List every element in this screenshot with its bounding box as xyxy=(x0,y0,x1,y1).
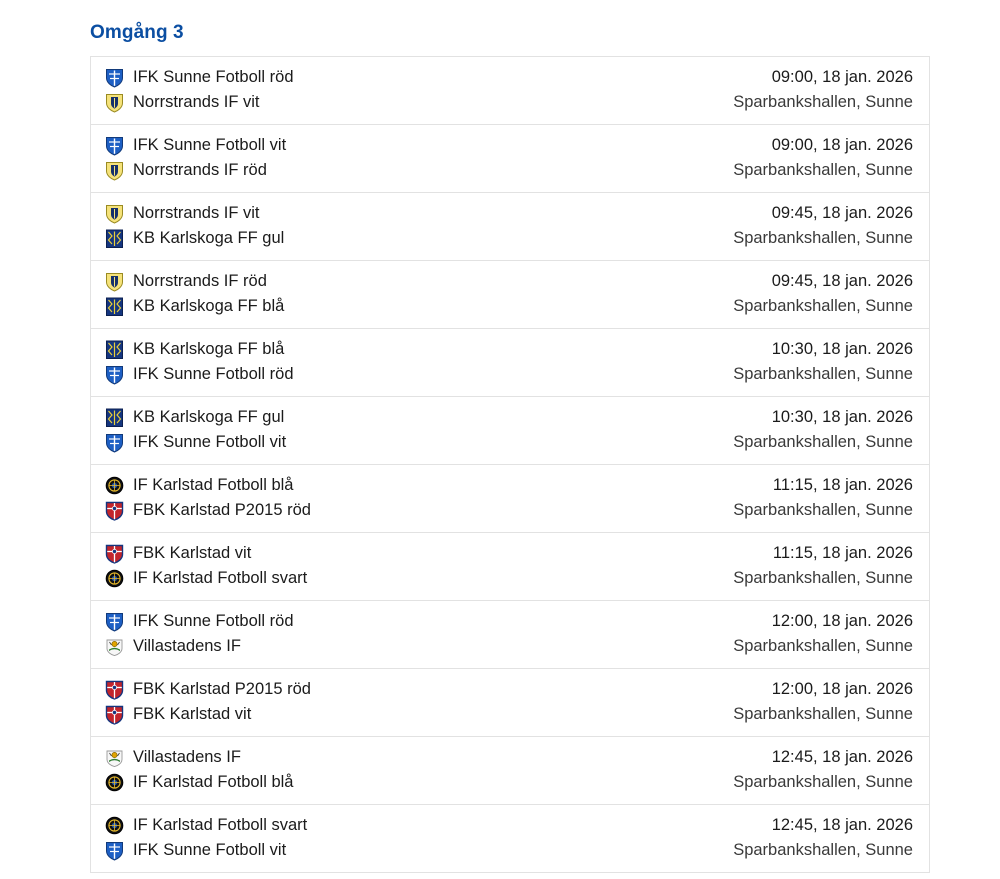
fixture-time: 10:30, 18 jan. 2026 xyxy=(771,408,913,426)
fixture-venue: Sparbankshallen, Sunne xyxy=(733,433,913,451)
fixture-venue: Sparbankshallen, Sunne xyxy=(733,841,913,859)
circle-black-icon xyxy=(105,772,124,793)
fixture-list xyxy=(90,56,930,873)
fixture-venue: Sparbankshallen, Sunne xyxy=(733,297,913,315)
page-title: Omgång 3 xyxy=(90,22,184,43)
fixture-teams xyxy=(105,475,311,521)
away-team-name: Norrstrands IF röd xyxy=(133,161,267,179)
fixture-row[interactable] xyxy=(91,668,929,736)
fixture-venue: Sparbankshallen, Sunne xyxy=(733,161,913,179)
fixture-time: 12:45, 18 jan. 2026 xyxy=(771,816,913,834)
fixture-meta xyxy=(733,407,913,453)
fixture-venue: Sparbankshallen, Sunne xyxy=(733,365,913,383)
fixture-venue: Sparbankshallen, Sunne xyxy=(733,569,913,587)
fixture-meta xyxy=(733,747,913,793)
away-team xyxy=(105,364,294,385)
fixture-time: 09:45, 18 jan. 2026 xyxy=(771,204,913,222)
away-team xyxy=(105,636,294,657)
home-team-name: IF Karlstad Fotboll blå xyxy=(133,476,294,494)
shield-yellow-icon xyxy=(105,160,124,181)
home-team-name: FBK Karlstad P2015 röd xyxy=(133,680,311,698)
shield-blue-yellow-icon xyxy=(105,228,124,249)
away-team-name: IFK Sunne Fotboll vit xyxy=(133,841,287,859)
fixture-row[interactable] xyxy=(91,804,929,872)
fixture-venue: Sparbankshallen, Sunne xyxy=(733,93,913,111)
away-team-name: FBK Karlstad vit xyxy=(133,705,252,723)
fixture-venue: Sparbankshallen, Sunne xyxy=(733,637,913,655)
fixture-meta xyxy=(733,475,913,521)
home-team xyxy=(105,67,294,88)
away-team xyxy=(105,840,307,861)
fixture-time: 12:00, 18 jan. 2026 xyxy=(771,612,913,630)
away-team-name: IF Karlstad Fotboll blå xyxy=(133,773,294,791)
away-team xyxy=(105,500,311,521)
shield-blue-white-icon xyxy=(105,364,124,385)
fixture-venue: Sparbankshallen, Sunne xyxy=(733,501,913,519)
fixture-teams xyxy=(105,339,294,385)
shield-red-icon xyxy=(105,679,124,700)
fixture-row[interactable] xyxy=(91,736,929,804)
fixture-meta xyxy=(733,679,913,725)
away-team xyxy=(105,296,284,317)
fixture-teams xyxy=(105,135,286,181)
away-team-name: Villastadens IF xyxy=(133,637,241,655)
shield-red-icon xyxy=(105,704,124,725)
away-team xyxy=(105,92,294,113)
away-team-name: KB Karlskoga FF blå xyxy=(133,297,285,315)
shield-yellow-icon xyxy=(105,92,124,113)
fixture-meta xyxy=(733,611,913,657)
away-team xyxy=(105,432,286,453)
fixture-row[interactable] xyxy=(91,328,929,396)
shield-blue-white-icon xyxy=(105,611,124,632)
shield-blue-white-icon xyxy=(105,432,124,453)
fixture-row[interactable] xyxy=(91,464,929,532)
shield-blue-yellow-icon xyxy=(105,296,124,317)
fixture-row[interactable] xyxy=(91,124,929,192)
home-team xyxy=(105,815,307,836)
home-team-name: IFK Sunne Fotboll röd xyxy=(133,68,294,86)
away-team xyxy=(105,160,286,181)
fixture-teams xyxy=(105,611,294,657)
away-team-name: IFK Sunne Fotboll vit xyxy=(133,433,287,451)
home-team-name: Norrstrands IF vit xyxy=(133,204,260,222)
home-team xyxy=(105,611,294,632)
shield-yellow-icon xyxy=(105,203,124,224)
shield-blue-white-icon xyxy=(105,135,124,156)
home-team-name: KB Karlskoga FF gul xyxy=(133,408,285,426)
fixture-time: 11:15, 18 jan. 2026 xyxy=(772,476,913,494)
fixture-teams xyxy=(105,67,294,113)
fixture-time: 12:00, 18 jan. 2026 xyxy=(771,680,913,698)
home-team xyxy=(105,203,284,224)
home-team-name: Norrstrands IF röd xyxy=(133,272,267,290)
fixture-time: 10:30, 18 jan. 2026 xyxy=(771,340,913,358)
away-team xyxy=(105,568,307,589)
fixture-teams xyxy=(105,747,294,793)
fixture-time: 12:45, 18 jan. 2026 xyxy=(771,748,913,766)
circle-black-icon xyxy=(105,568,124,589)
shield-red-icon xyxy=(105,543,124,564)
fixture-meta xyxy=(733,815,913,861)
home-team xyxy=(105,543,307,564)
shield-red-icon xyxy=(105,500,124,521)
away-team-name: IFK Sunne Fotboll röd xyxy=(133,365,294,383)
fixture-row[interactable] xyxy=(91,600,929,668)
away-team xyxy=(105,228,284,249)
shield-blue-white-icon xyxy=(105,67,124,88)
fixture-teams xyxy=(105,203,284,249)
home-team xyxy=(105,475,311,496)
away-team-name: KB Karlskoga FF gul xyxy=(133,229,285,247)
home-team xyxy=(105,407,286,428)
home-team-name: FBK Karlstad vit xyxy=(133,544,252,562)
fixture-teams xyxy=(105,407,286,453)
circle-black-icon xyxy=(105,475,124,496)
fixture-row[interactable] xyxy=(91,260,929,328)
home-team xyxy=(105,679,311,700)
fixture-row[interactable] xyxy=(91,192,929,260)
home-team xyxy=(105,339,294,360)
fixture-row[interactable] xyxy=(91,56,929,124)
fixture-meta xyxy=(733,203,913,249)
fixture-meta xyxy=(733,135,913,181)
away-team-name: IF Karlstad Fotboll svart xyxy=(133,569,308,587)
away-team xyxy=(105,704,311,725)
fixture-venue: Sparbankshallen, Sunne xyxy=(733,773,913,791)
home-team xyxy=(105,135,286,156)
fixture-meta xyxy=(733,271,913,317)
shield-blue-yellow-icon xyxy=(105,339,124,360)
home-team xyxy=(105,271,284,292)
home-team-name: IFK Sunne Fotboll vit xyxy=(133,136,287,154)
circle-black-icon xyxy=(105,815,124,836)
away-team-name: FBK Karlstad P2015 röd xyxy=(133,501,311,519)
home-team-name: IF Karlstad Fotboll svart xyxy=(133,816,308,834)
fixture-time: 09:00, 18 jan. 2026 xyxy=(771,136,913,154)
shield-yellow-icon xyxy=(105,271,124,292)
shield-blue-yellow-icon xyxy=(105,407,124,428)
fixture-teams xyxy=(105,815,307,861)
away-team-name: Norrstrands IF vit xyxy=(133,93,260,111)
fixture-teams xyxy=(105,543,307,589)
fixture-time: 11:15, 18 jan. 2026 xyxy=(772,544,913,562)
fixture-time: 09:45, 18 jan. 2026 xyxy=(771,272,913,290)
fixture-venue: Sparbankshallen, Sunne xyxy=(733,705,913,723)
home-team-name: Villastadens IF xyxy=(133,748,241,766)
home-team-name: IFK Sunne Fotboll röd xyxy=(133,612,294,630)
fixture-teams xyxy=(105,679,311,725)
home-team-name: KB Karlskoga FF blå xyxy=(133,340,285,358)
crest-white-green-icon xyxy=(105,747,124,768)
fixture-teams xyxy=(105,271,284,317)
fixture-meta xyxy=(733,543,913,589)
fixture-time: 09:00, 18 jan. 2026 xyxy=(771,68,913,86)
away-team xyxy=(105,772,294,793)
home-team xyxy=(105,747,294,768)
crest-white-green-icon xyxy=(105,636,124,657)
fixture-row[interactable] xyxy=(91,532,929,600)
fixture-venue: Sparbankshallen, Sunne xyxy=(733,229,913,247)
fixture-meta xyxy=(733,67,913,113)
fixture-meta xyxy=(733,339,913,385)
shield-blue-white-icon xyxy=(105,840,124,861)
fixture-row[interactable] xyxy=(91,396,929,464)
